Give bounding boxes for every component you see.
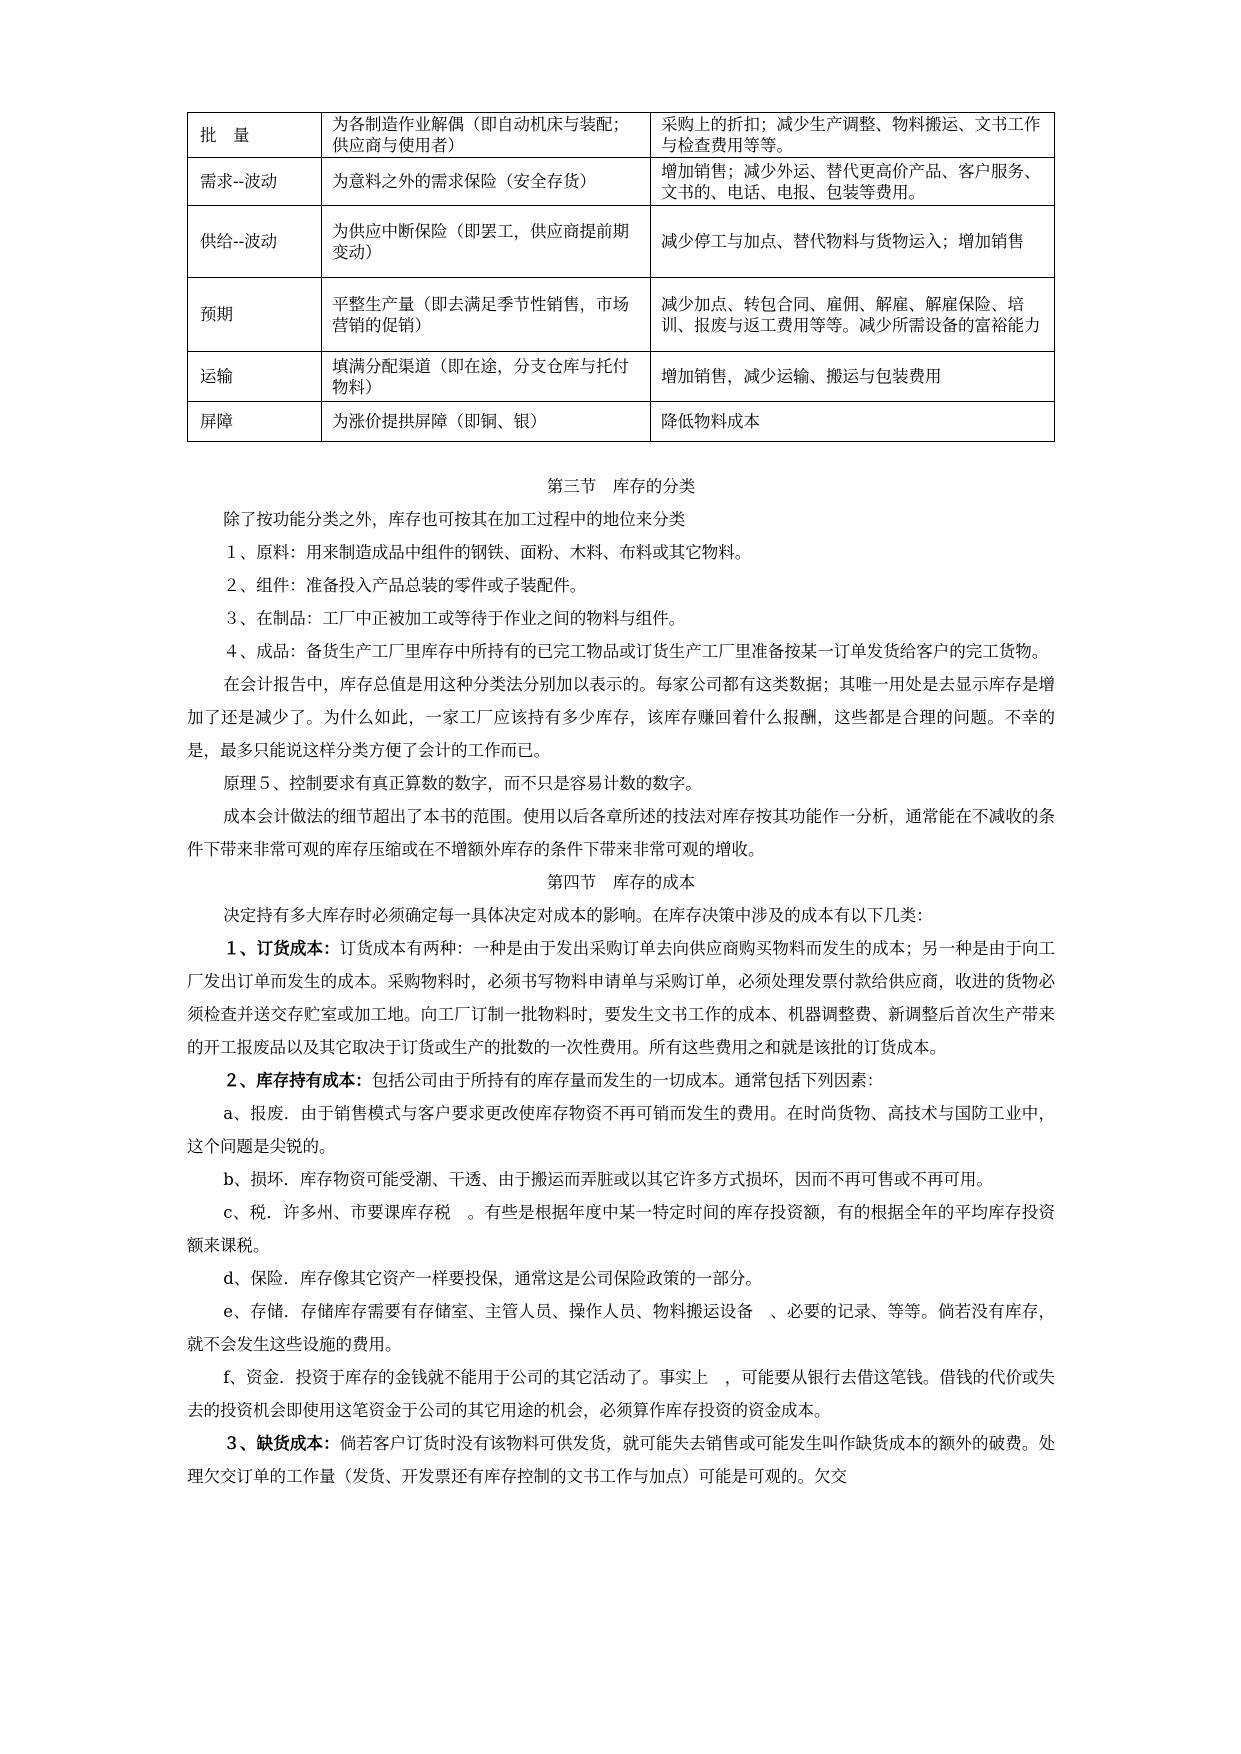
table-cell-benefit: 增加销售；减少外运、替代更高价产品、客户服务、文书的、电话、电报、包装等费用。 xyxy=(651,158,1055,206)
term-label: １、订货成本： xyxy=(223,939,340,958)
section-heading: 第三节 库存的分类 xyxy=(546,477,696,496)
table-cell-benefit: 采购上的折扣；减少生产调整、物料搬运、文书工作与检查费用等等。 xyxy=(651,113,1055,158)
table-cell-function: 为各制造作业解偶（即自动机床与装配；供应商与使用者） xyxy=(322,113,651,158)
sub-item: e、存储．存储库存需要有存储室、主管人员、操作人员、物料搬运设备 、必要的记录、等等。倘若没有库存，就不会发生这些设施的费用。 xyxy=(187,1302,1055,1354)
term-text: 包括公司由于所持有的库存量而发生的一切成本。通常包括下列因素： xyxy=(371,1071,884,1090)
paragraph: 成本会计做法的细节超出了本书的范围。使用以后各章所述的技法对库存按其功能作一分析，通常能在不减收的条件下带来非常可观的库存压缩或在不增额外库存的条件下带来非常可观的增收。 xyxy=(187,807,1055,859)
table-row xyxy=(188,278,1055,352)
table-cell-function: 填满分配渠道（即在途，分支仓库与托付物料） xyxy=(322,352,651,402)
sub-item: c、税．许多州、市要课库存税 。有些是根据年度中某一特定时间的库存投资额，有的根据全年的平均库存投资额来课税。 xyxy=(187,1203,1055,1255)
table-row xyxy=(188,352,1055,402)
principle: 原理５、控制要求有真正算数的数字，而不只是容易计数的数字。 xyxy=(223,774,702,793)
table-cell-name: 供给--波动 xyxy=(188,206,322,278)
term-text: 订货成本有两种：一种是由于发出采购订单去向供应商购买物料而发生的成本；另一种是由于向工厂发出订单而发生的成本。采购物料时，必须书写物料申请单与采购订单，必须处理发票付款给供应商，收进的货物必须检查并送交存贮室或加工地。向工厂订制一批物料时，要发生文书工作的成本、机器调整费、新调整后首次生产带来的开工报废品以及其它取决于订货或生产的批数的一次性费用。所有这些费用之和就是该批的订货成本。 xyxy=(187,939,1056,1057)
table-cell-benefit: 增加销售，减少运输、搬运与包装费用 xyxy=(651,352,1055,402)
list-item: ３、在制品：工厂中正被加工或等待于作业之间的物料与组件。 xyxy=(223,609,686,628)
body-text xyxy=(187,470,1055,1493)
sub-item: a、报废．由于销售模式与客户要求更改使库存物资不再可销而发生的费用。在时尚货物、高技术与国防工业中，这个问题是尖锐的。 xyxy=(187,1104,1055,1156)
table-cell-name: 预期 xyxy=(188,278,322,352)
table-cell-name: 运输 xyxy=(188,352,322,402)
term-text: 倘若客户订货时没有该物料可供发货，就可能失去销售或可能发生叫作缺货成本的额外的破费。处理欠交订单的工作量（发货、开发票还有库存控制的文书工作与加点）可能是可观的。欠交 xyxy=(187,1434,1056,1486)
section-heading: 第四节 库存的成本 xyxy=(546,873,696,892)
list-item xyxy=(187,932,1055,1064)
list-item xyxy=(187,1064,1055,1097)
table-cell-benefit: 减少停工与加点、替代物料与货物运入；增加销售 xyxy=(651,206,1055,278)
sub-item: b、损坏．库存物资可能受潮、干透、由于搬运而弄脏或以其它许多方式损坏，因而不再可售或不再可用。 xyxy=(223,1170,993,1189)
table-cell-benefit: 减少加点、转包合同、雇佣、解雇、解雇保险、培训、报废与返工费用等等。减少所需设备的富裕能力 xyxy=(651,278,1055,352)
list-item: ２、组件：准备投入产品总装的零件或子装配件。 xyxy=(223,576,587,595)
table-cell-name: 需求--波动 xyxy=(188,158,322,206)
table-cell-name: 屏障 xyxy=(188,402,322,442)
table-row xyxy=(188,402,1055,442)
list-item: １、原料：用来制造成品中组件的钢铁、面粉、木料、布料或其它物料。 xyxy=(223,543,752,562)
table-cell-benefit: 降低物料成本 xyxy=(651,402,1055,442)
table-cell-name: 批 量 xyxy=(188,113,322,158)
term-label: ３、缺货成本： xyxy=(223,1434,340,1453)
table-row xyxy=(188,158,1055,206)
inventory-function-table xyxy=(187,112,1055,442)
sub-item: f、资金．投资于库存的金钱就不能用于公司的其它活动了。事实上 ，可能要从银行去借这笔钱。借钱的代价或失去的投资机会即使用这笔资金于公司的其它用途的机会，必须算作库存投资的资金成本。 xyxy=(187,1368,1055,1420)
table-row xyxy=(188,206,1055,278)
sub-item: d、保险．库存像其它资产一样要投保，通常这是公司保险政策的一部分。 xyxy=(223,1269,762,1288)
table-cell-function: 平整生产量（即去满足季节性销售，市场营销的促销） xyxy=(322,278,651,352)
table-cell-function: 为供应中断保险（即罢工，供应商提前期变动） xyxy=(322,206,651,278)
table-cell-function: 为涨价提拱屏障（即铜、银） xyxy=(322,402,651,442)
table-row xyxy=(188,113,1055,158)
paragraph: 除了按功能分类之外，库存也可按其在加工过程中的地位来分类 xyxy=(223,510,686,529)
paragraph: 决定持有多大库存时必须确定每一具体决定对成本的影响。在库存决策中涉及的成本有以下几类： xyxy=(223,906,933,925)
table-cell-function: 为意料之外的需求保险（安全存货） xyxy=(322,158,651,206)
term-label: ２、库存持有成本： xyxy=(223,1071,372,1090)
list-item: ４、成品：备货生产工厂里库存中所持有的已完工物品或订货生产工厂里准备按某一订单发货给客户的完工货物。 xyxy=(223,642,1049,661)
list-item xyxy=(187,1427,1055,1493)
paragraph: 在会计报告中，库存总值是用这种分类法分别加以表示的。每家公司都有这类数据；其唯一用处是去显示库存是增加了还是减少了。为什么如此，一家工厂应该持有多少库存，该库存赚回着什么报酬，这些都是合理的问题。不幸的是，最多只能说这样分类方便了会计的工作而已。 xyxy=(187,675,1055,760)
